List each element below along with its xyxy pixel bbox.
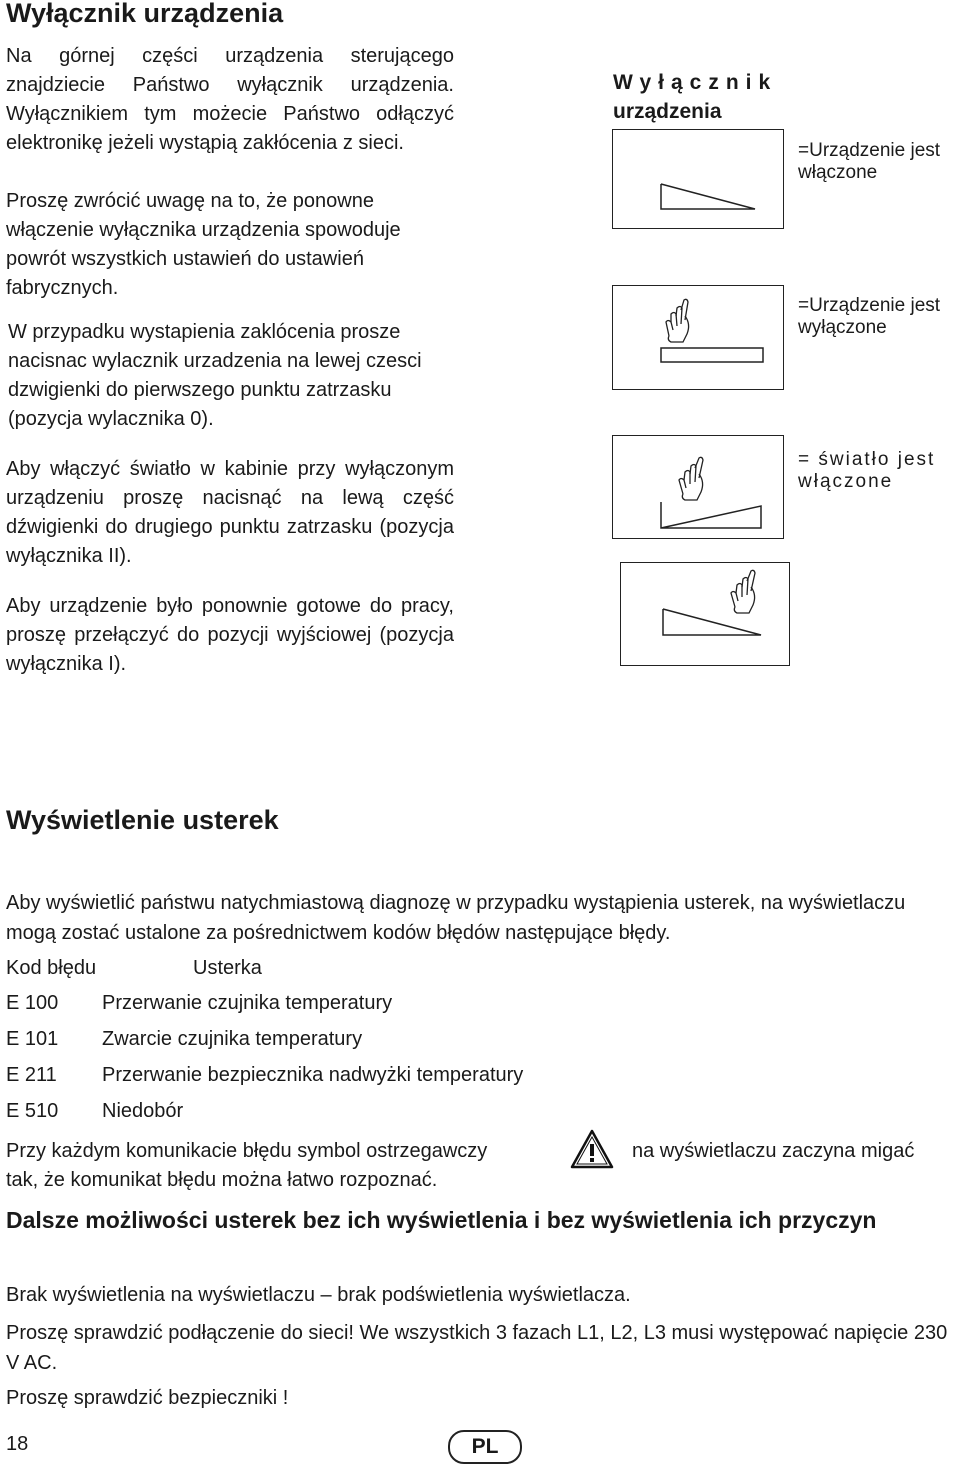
header-error-code: Kod błędu [6, 957, 97, 979]
error-description: Przerwanie czujnika temperatury [102, 992, 393, 1014]
error-code: E 100 [6, 992, 59, 1014]
page-number: 18 [6, 1433, 29, 1455]
error-code: E 211 [6, 1064, 57, 1086]
switch-diagram-on [612, 129, 784, 229]
header-fault: Usterka [193, 957, 262, 979]
error-description: Niedobór [102, 1100, 184, 1122]
switch-reset-icon [621, 563, 789, 665]
paragraph-light: Aby włączyć światło w kabinie przy wyłączonym urządzeniu proszę nacisnąć na lewą część dźwigienki do drugiego punktu zatrzasku (pozycja wyłącznika II). [6, 458, 454, 567]
warning-text-before: Przy każdym komunikacie błędu symbol ostrzegawczy [6, 1140, 488, 1162]
paragraph-switch-location: Na górnej części urządzenia sterującego znajdziecie Państwo wyłącznik urządzenia. Wyłącznikiem tym możecie Państwo odłączyć elektronikę jeżeli wystąpią zakłócenia z sieci. [6, 45, 454, 154]
switch-diagram-light [612, 435, 784, 539]
state-label-light: = światło jest włączone [798, 449, 936, 492]
switch-position-light-icon [613, 436, 783, 538]
paragraph-check-fuses: Proszę sprawdzić bezpieczniki ! [6, 1387, 289, 1409]
switch-diagram-off [612, 285, 784, 390]
switch-panel-title-line1: Wyłącznik [613, 71, 778, 94]
switch-diagram-reset [620, 562, 790, 666]
switch-panel-title [613, 68, 777, 126]
section-title-faults: Wyświetlenie usterek [6, 805, 279, 835]
error-code: E 101 [6, 1028, 59, 1050]
paragraph-ready: Aby urządzenie było ponownie gotowe do pracy, proszę przełączyć do pozycji wyjściowej (pozycja wyłącznika I). [6, 595, 454, 675]
error-description: Zwarcie czujnika temperatury [102, 1028, 363, 1050]
warning-triangle-icon [570, 1128, 614, 1170]
section-title-switch: Wyłącznik urządzenia [6, 0, 284, 28]
paragraph-check-power: Proszę sprawdzić podłączenie do sieci! We wszystkich 3 fazach L1, L2, L3 musi występować napięcie 230 V AC. [6, 1322, 948, 1374]
language-badge: PL [448, 1430, 522, 1464]
switch-position-on-icon [613, 130, 783, 228]
paragraph-no-display: Brak wyświetlenia na wyświetlaczu – brak podświetlenia wyświetlacza. [6, 1284, 631, 1306]
switch-position-off-icon [613, 286, 783, 389]
error-code: E 510 [6, 1100, 59, 1122]
switch-panel-title-line2: urządzenia [613, 100, 722, 123]
error-description: Przerwanie bezpiecznika nadwyżki temperatury [102, 1064, 524, 1086]
paragraph-fault-intro: Aby wyświetlić państwu natychmiastową diagnozę w przypadku wystąpienia usterek, na wyświetlaczu mogą zostać ustalone za pośrednictwem kodów błędów następujące błędy. [6, 892, 906, 944]
warning-text-after: na wyświetlaczu zaczyna migać [632, 1140, 915, 1162]
state-label-off: =Urządzenie jest wyłączone [798, 295, 941, 338]
state-label-on: =Urządzenie jest włączone [798, 140, 941, 183]
section-title-other-faults: Dalsze możliwości usterek bez ich wyświetlenia i bez wyświetlenia ich przyczyn [6, 1207, 877, 1233]
warning-text-line2: tak, że komunikat błędu można łatwo rozpoznać. [6, 1169, 438, 1191]
paragraph-interference: W przypadku wystapienia zaklócenia prosze nacisnac wylacznik urzadzenia na lewej czesci dzwigienki do pierwszego punktu zatrzasku (pozycja wylacznika 0). [8, 321, 422, 430]
paragraph-factory-reset: Proszę zwrócić uwagę na to, że ponowne włączenie wyłącznika urządzenia spowoduje powrót wszystkich ustawień do ustawień fabrycznych. [6, 190, 401, 299]
